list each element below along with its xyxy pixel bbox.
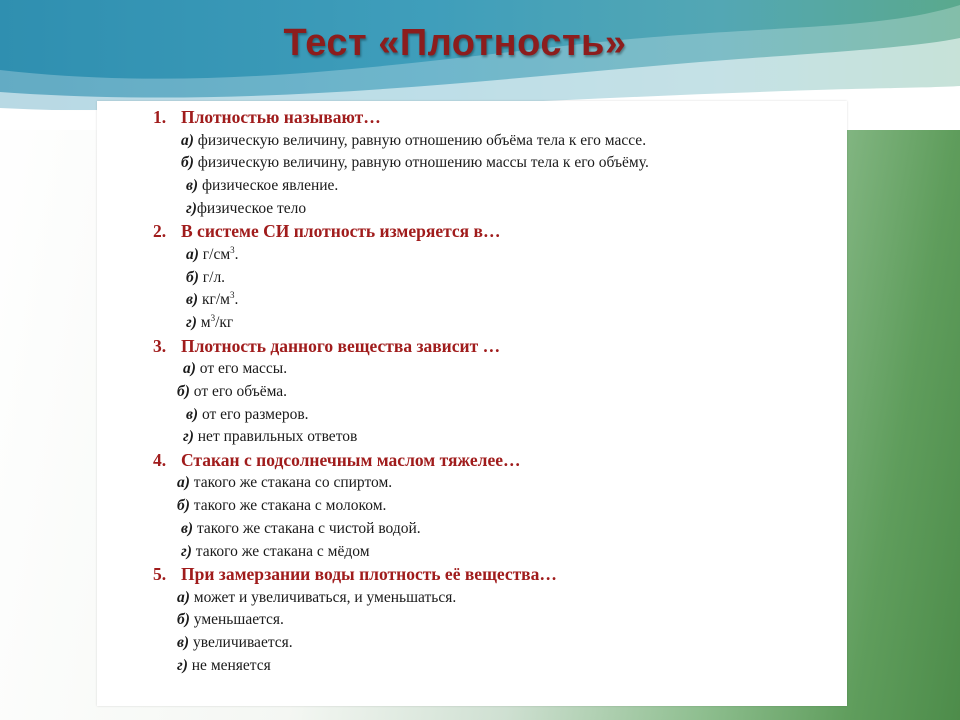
question-4: 4. Стакан с подсолнечным маслом тяжелее…: [153, 449, 521, 470]
question-list: [153, 106, 833, 678]
option-4d: г) такого же стакана с мёдом: [181, 542, 370, 560]
option-5b: б) уменьшается.: [177, 611, 284, 629]
question-1: 1. Плотностью называют…: [153, 107, 381, 127]
option-2b: б) г/л.: [186, 268, 226, 286]
option-5c: в) увеличивается.: [177, 634, 293, 652]
option-3a: а) от его массы.: [183, 360, 288, 378]
option-4b: б) такого же стакана с молоком.: [177, 497, 387, 515]
question-2: 2. В системе СИ плотность измеряется в…: [153, 221, 501, 242]
option-1d: г)физическое тело: [186, 199, 307, 217]
option-2c: в) $кг/м^3$.: [186, 290, 239, 309]
option-3d: г) нет правильных ответов: [183, 428, 358, 446]
option-5a: а) может и увеличиваться, и уменьшаться.: [177, 588, 457, 606]
option-5d: г) не меняется: [177, 656, 271, 674]
option-2d: г) $м^3/кг$: [186, 312, 234, 331]
option-4a: а) такого же стакана со спиртом.: [177, 474, 393, 492]
question-5: 5. При замерзании воды плотность её вещества…: [153, 564, 557, 585]
option-3c: в) от его размеров.: [186, 405, 309, 423]
question-3: 3. Плотность данного вещества зависит …: [153, 335, 501, 356]
option-1b: б) физическую величину, равную отношению массы тела к его объёму.: [181, 154, 649, 172]
option-1a: а) физическую величину, равную отношению объёма тела к его массе.: [181, 131, 647, 149]
option-2a: а) $г/см^3$.: [186, 244, 239, 263]
page-title: Тест «Плотность»: [283, 22, 627, 64]
option-3b: б) от его объёма.: [177, 382, 288, 400]
option-1c: в) физическое явление.: [186, 176, 339, 194]
option-4c: в) такого же стакана с чистой водой.: [181, 519, 421, 537]
